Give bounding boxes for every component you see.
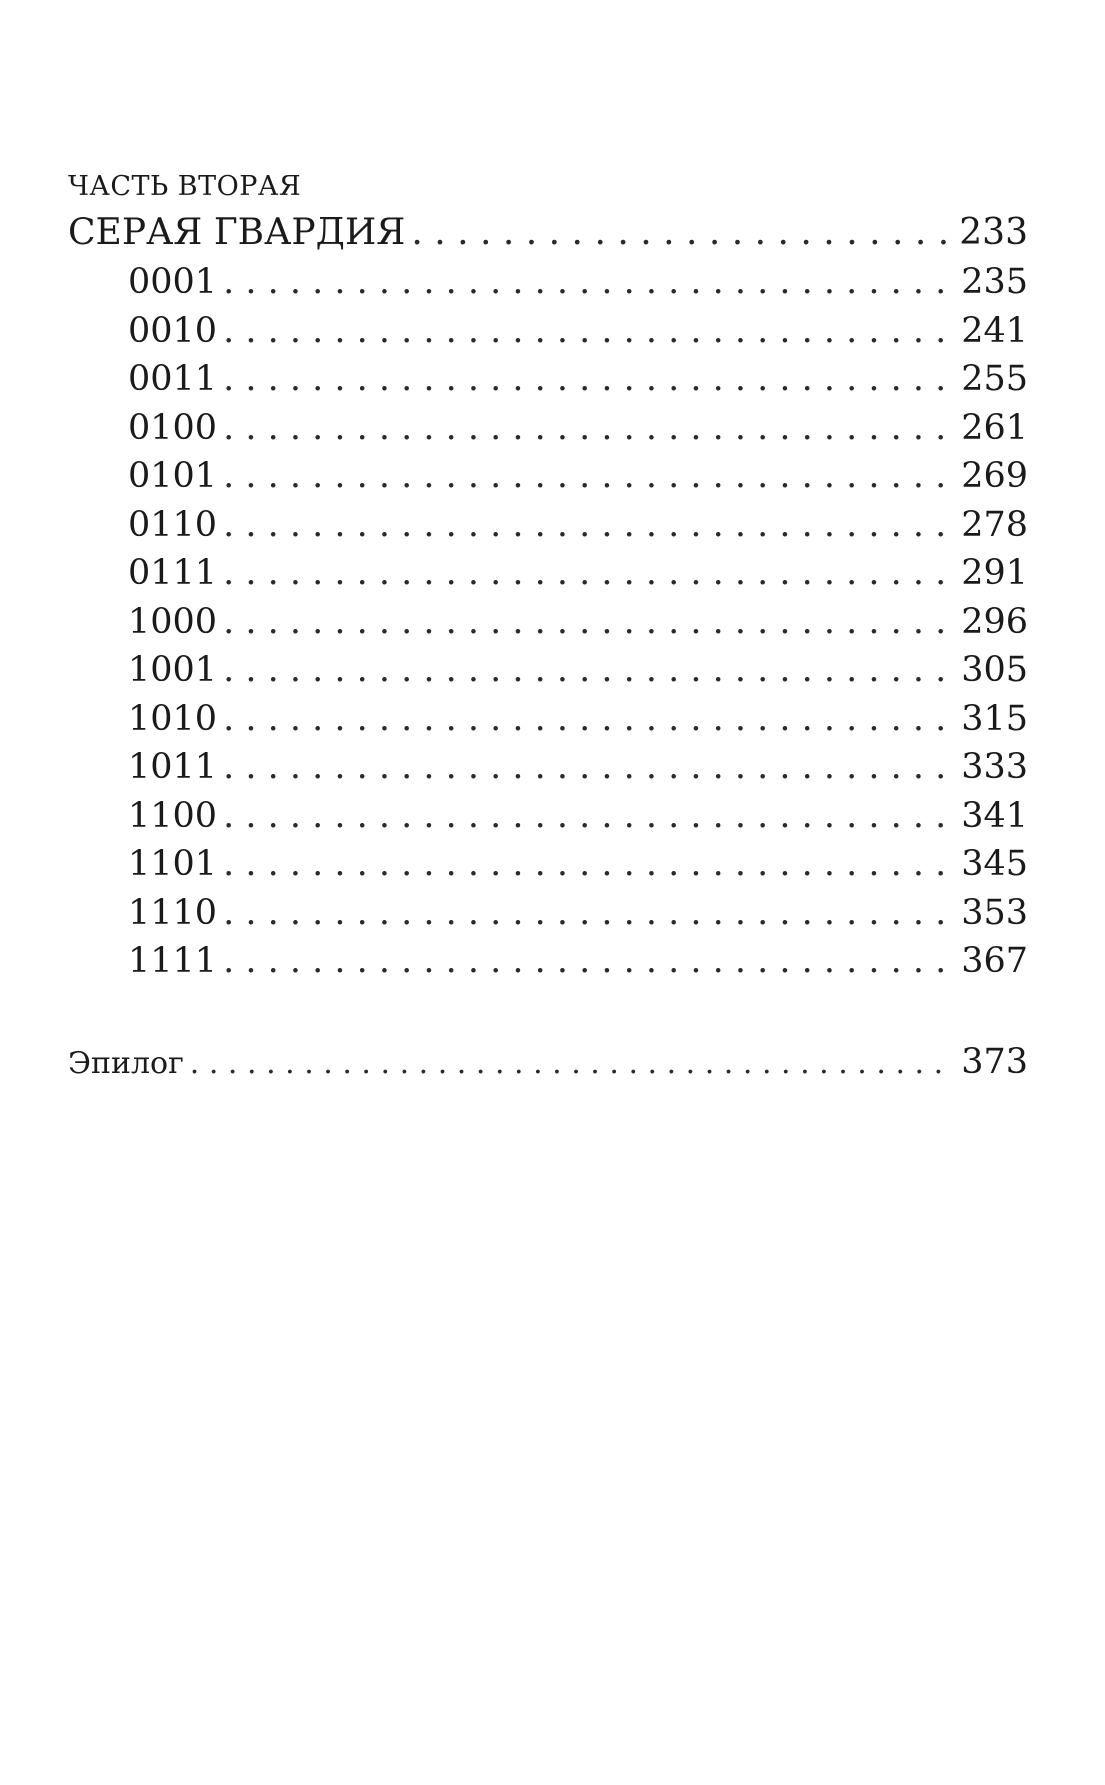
dot-leader xyxy=(190,1042,955,1086)
toc-entry-page: 345 xyxy=(961,844,1028,884)
dot-leader xyxy=(223,357,955,401)
toc-entry-chapter xyxy=(128,648,1028,692)
toc-entry-page: 235 xyxy=(961,262,1028,302)
toc-entry-page: 278 xyxy=(961,504,1028,545)
toc-entry-title: Эпилог xyxy=(68,1046,184,1081)
toc-entry-part-title xyxy=(68,210,1028,256)
toc-entry-chapter xyxy=(128,891,1028,935)
toc-entry-page: 261 xyxy=(961,407,1028,448)
toc-entry-page: 241 xyxy=(961,310,1028,351)
toc-entry-title: 0011 xyxy=(128,359,218,399)
toc-entry-page: 315 xyxy=(961,698,1028,739)
toc-entry-title: СЕРАЯ ГВАРДИЯ xyxy=(68,212,406,253)
dot-leader xyxy=(223,745,955,789)
toc-entry-page: 367 xyxy=(961,941,1028,981)
toc-entry-chapter xyxy=(128,745,1028,789)
dot-leader xyxy=(223,503,955,547)
toc-entry-title: 1011 xyxy=(128,747,218,787)
dot-leader xyxy=(223,600,955,644)
toc-entry-page: 296 xyxy=(961,601,1028,642)
toc-entry-title: 1100 xyxy=(128,795,218,836)
toc-entry-chapter xyxy=(128,697,1028,741)
toc-entry-chapter xyxy=(128,842,1028,886)
dot-leader xyxy=(223,260,955,304)
dot-leader xyxy=(223,891,955,935)
toc-entry-epilog xyxy=(68,1040,1028,1086)
dot-leader xyxy=(223,842,955,886)
toc-entry-chapter xyxy=(128,939,1028,983)
toc-entry-chapter xyxy=(128,260,1028,304)
dot-leader xyxy=(223,939,955,983)
toc-entry-page: 233 xyxy=(959,212,1028,253)
dot-leader xyxy=(223,551,955,595)
toc-entry-title: 1111 xyxy=(128,941,218,981)
dot-leader xyxy=(223,648,955,692)
toc-entry-page: 305 xyxy=(961,650,1028,690)
toc-entry-title: 0100 xyxy=(128,407,218,448)
toc-entry-title: 0001 xyxy=(128,262,218,302)
toc-entry-title: 0110 xyxy=(128,504,218,545)
toc-entry-chapter xyxy=(128,357,1028,401)
toc-entry-chapter xyxy=(128,309,1028,353)
toc-entry-title: 0101 xyxy=(128,456,218,496)
toc-entry-page: 269 xyxy=(961,456,1028,496)
toc-entry-page: 373 xyxy=(961,1042,1028,1082)
dot-leader xyxy=(223,309,955,353)
dot-leader xyxy=(411,210,953,256)
toc-entry-chapter xyxy=(128,794,1028,838)
toc-entry-page: 333 xyxy=(961,747,1028,787)
toc-entry-chapter xyxy=(128,551,1028,595)
toc-entry-page: 341 xyxy=(961,795,1028,836)
toc-entry-title: 0010 xyxy=(128,310,218,351)
toc-entry-title: 1000 xyxy=(128,601,218,642)
dot-leader xyxy=(223,794,955,838)
toc-entry-chapter xyxy=(128,503,1028,547)
toc-entry-chapter xyxy=(128,600,1028,644)
dot-leader xyxy=(223,697,955,741)
toc-entry-title: 1010 xyxy=(128,698,218,739)
toc-entry-title: 1110 xyxy=(128,892,218,933)
toc-entry-chapter xyxy=(128,406,1028,450)
dot-leader xyxy=(223,406,955,450)
toc-entry-title: 0111 xyxy=(128,553,218,593)
toc-entry-chapter xyxy=(128,454,1028,498)
part-label: ЧАСТЬ ВТОРАЯ xyxy=(68,171,302,202)
toc-entry-page: 291 xyxy=(961,553,1028,593)
toc-entry-page: 353 xyxy=(961,892,1028,933)
toc-entry-page: 255 xyxy=(961,359,1028,399)
toc-entry-title: 1101 xyxy=(128,844,218,884)
dot-leader xyxy=(223,454,955,498)
toc-entry-title: 1001 xyxy=(128,650,218,690)
